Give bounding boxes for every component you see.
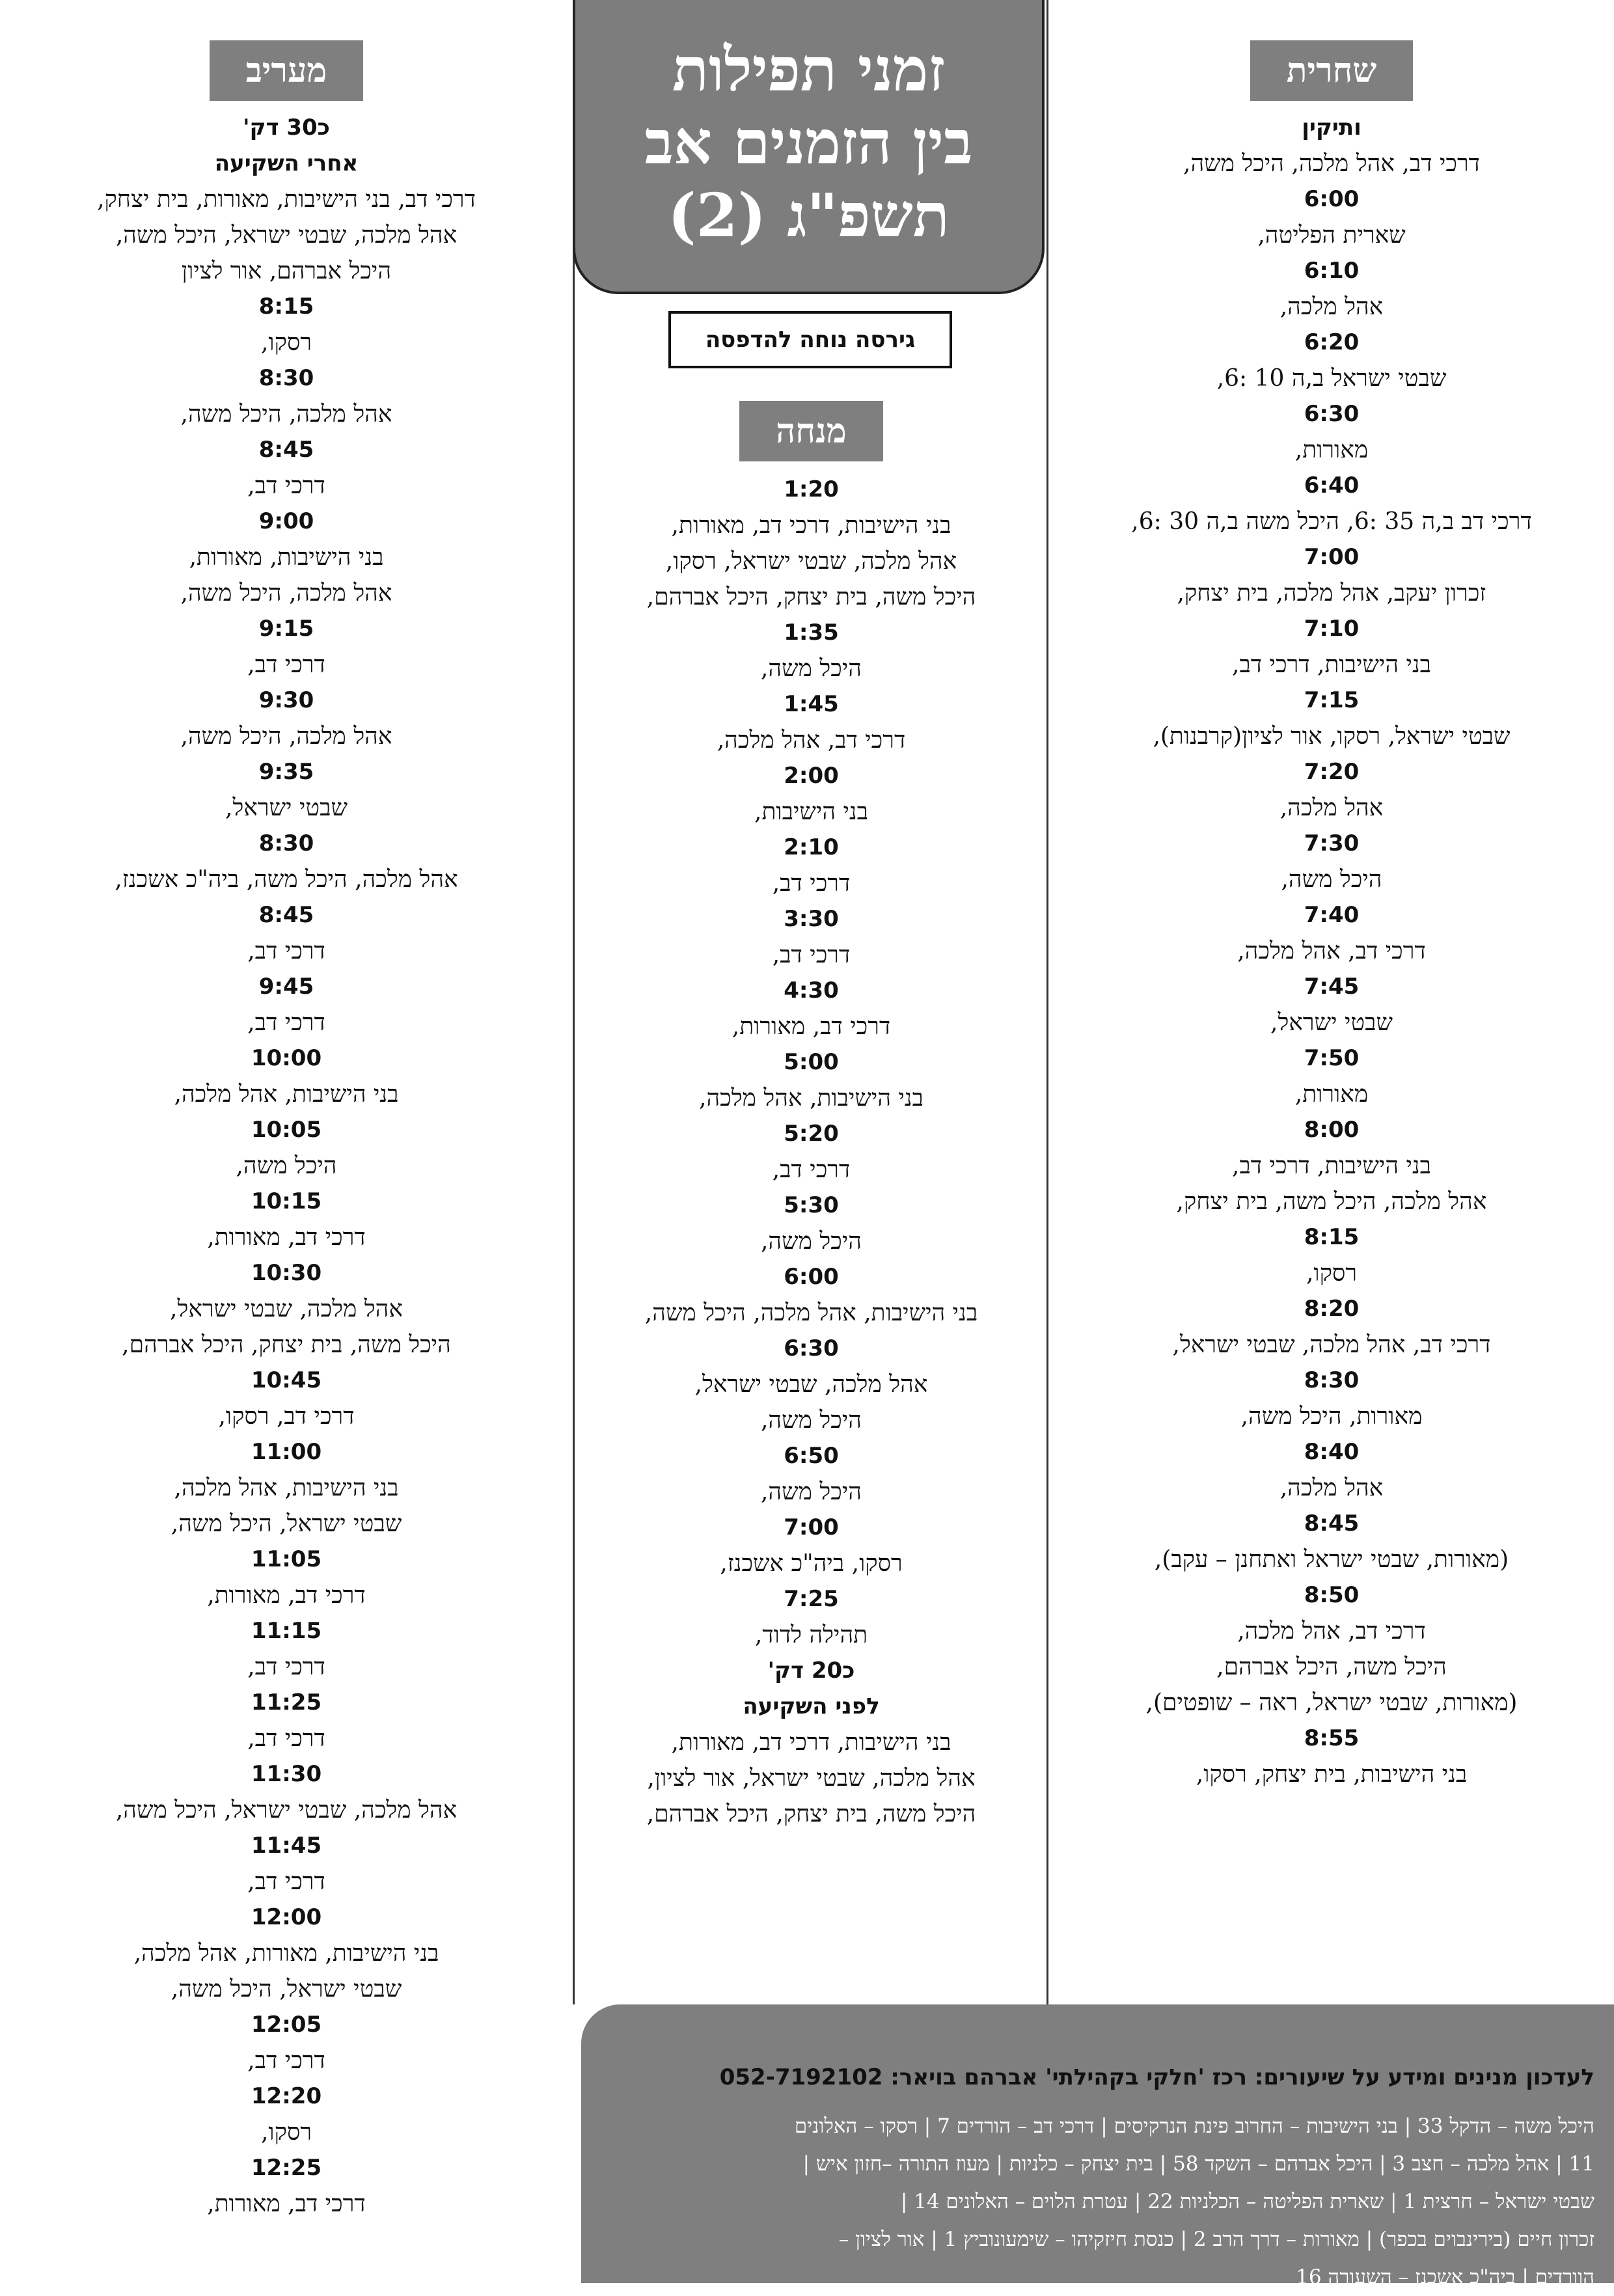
address-line: 11 | אהל מלכה – חצב 3 | היכל אברהם – השקד 58 | בית יצחק – כלניות | מעוז התורה –חזון איש | (802, 2152, 1594, 2176)
synagogue-list: בני הישיבות, דרכי דב, מאורות, (671, 512, 951, 539)
synagogue-list: אהל מלכה, שבטי ישראל, (170, 1296, 403, 1322)
page-title-line1: זמני תפילות (672, 34, 946, 105)
synagogue-list: דרכי דב, אהל מלכה, (717, 727, 906, 754)
prayer-time: 10:30 (251, 1260, 322, 1286)
synagogue-list: זכרון יעקב, אהל מלכה, בית יצחק, (1177, 580, 1486, 607)
synagogue-list: היכל משה, (760, 1407, 862, 1434)
synagogue-list: דרכי דב, (247, 1654, 325, 1680)
mincha-heading: מנחה (739, 401, 882, 461)
synagogue-list: בני הישיבות, מאורות, אהל מלכה, (133, 1940, 439, 1967)
synagogue-list: אהל מלכה, היכל משה, (180, 723, 392, 750)
synagogue-list: אהל מלכה, שבטי ישראל, רסקו, (665, 548, 957, 575)
prayer-time: 11:00 (251, 1439, 322, 1465)
prayer-time: 7:00 (1304, 544, 1360, 570)
page-title-line2: בין הזמנים אב (644, 107, 973, 178)
time-note: לפני השקיעה (743, 1693, 880, 1719)
prayer-time: 7:10 (1304, 616, 1360, 642)
prayer-time: 3:30 (784, 906, 839, 932)
synagogue-list: בני הישיבות, אהל מלכה, (699, 1085, 923, 1112)
synagogue-list: בני הישיבות, מאורות, (189, 544, 384, 571)
synagogue-list: היכל משה, (1281, 866, 1382, 893)
synagogue-list: בני הישיבות, אהל מלכה, היכל משה, (644, 1300, 978, 1326)
synagogue-list: שבטי ישראל, היכל משה, (171, 1510, 402, 1537)
prayer-time: 6:00 (1304, 186, 1360, 212)
prayer-time: 10:00 (251, 1045, 322, 1071)
synagogue-list: היכל משה, (236, 1153, 337, 1179)
synagogue-list: רסקו, (260, 2119, 312, 2146)
synagogue-list: דרכי דב ב,ה 35 :6, היכל משה ב,ה 30 :6, (1131, 508, 1532, 535)
synagogue-list: דרכי דב, מאורות, (732, 1013, 891, 1040)
synagogue-list: היכל משה, (760, 1479, 862, 1505)
synagogue-list: אהל מלכה, שבטי ישראל, (694, 1371, 928, 1398)
maariv-heading: מעריב (210, 40, 364, 101)
mincha-column (575, 390, 1047, 1832)
prayer-time: 8:00 (1304, 1117, 1360, 1143)
prayer-time: 6:30 (784, 1335, 839, 1361)
prayer-time: 1:45 (784, 691, 839, 717)
prayer-time: 4:30 (784, 977, 839, 1004)
page-title-line3: תשפ"ג (2) (668, 180, 950, 251)
prayer-time: 9:00 (258, 508, 314, 534)
prayer-time: 1:20 (784, 476, 839, 502)
prayer-time: 7:00 (784, 1514, 839, 1540)
prayer-time: 10:15 (251, 1188, 322, 1214)
prayer-time: 8:30 (258, 830, 314, 856)
prayer-time: 7:20 (1304, 759, 1360, 785)
synagogue-list: דרכי דב, בני הישיבות, מאורות, בית יצחק, (97, 186, 476, 213)
time-note: כ30 דק' (243, 115, 330, 141)
page-title-box (573, 0, 1045, 294)
address-line: הוורדים | ביה"כ אשכנז – השעורה 16 (1296, 2265, 1594, 2289)
mincha-list (575, 472, 1047, 1832)
synagogue-list: בני הישיבות, אהל מלכה, (174, 1081, 399, 1108)
address-line: זכרון חיים (בירינבוים בכפר) | מאורות – דרך הרב 2 | כנסת חיזקיהו – שימעונוביץ 1 | אור לציון – (838, 2228, 1594, 2251)
prayer-time: 8:55 (1304, 1725, 1360, 1751)
prayer-time: 12:05 (251, 2012, 322, 2038)
synagogue-list: רסקו, ביה"כ אשכנז, (720, 1550, 903, 1577)
synagogue-list: דרכי דב, (247, 938, 325, 964)
prayer-time: 11:30 (251, 1761, 322, 1787)
synagogue-list: דרכי דב, (772, 942, 851, 968)
synagogue-list: שבטי ישראל, (225, 795, 348, 821)
synagogue-list: דרכי דב, אהל מלכה, היכל משה, (1183, 150, 1480, 177)
shacharit-list (1049, 110, 1614, 1792)
prayer-time: 2:00 (784, 763, 839, 789)
synagogue-list: (מאורות, שבטי ישראל ואתחנן – עקב), (1154, 1546, 1509, 1573)
print-version-link[interactable]: גירסה נוחה להדפסה (668, 311, 952, 368)
maariv-column (0, 0, 573, 2222)
synagogue-list: אהל מלכה, שבטי ישראל, היכל משה, (115, 222, 458, 249)
synagogue-list: דרכי דב, (247, 472, 325, 499)
prayer-time: 8:45 (1304, 1510, 1360, 1537)
prayer-time: 8:45 (258, 902, 314, 928)
prayer-time: 7:30 (1304, 830, 1360, 856)
synagogue-list: אהל מלכה, שבטי ישראל, היכל משה, (115, 1797, 458, 1824)
synagogue-list: אהל מלכה, (1279, 1475, 1384, 1501)
synagogue-list: אהל מלכה, היכל משה, בית יצחק, (1176, 1188, 1487, 1215)
shacharit-column (1049, 0, 1614, 1792)
prayer-time: 7:50 (1304, 1045, 1360, 1071)
prayer-time: 6:50 (784, 1443, 839, 1469)
prayer-time: 7:45 (1304, 974, 1360, 1000)
prayer-time: 7:40 (1304, 902, 1360, 928)
prayer-time: 12:20 (251, 2083, 322, 2109)
time-note: אחרי השקיעה (214, 150, 359, 176)
prayer-time: 6:00 (784, 1264, 839, 1290)
synagogue-list: אהל מלכה, (1279, 294, 1384, 320)
prayer-time: 10:05 (251, 1117, 322, 1143)
synagogue-list: דרכי דב, רסקו, (218, 1403, 355, 1430)
synagogue-list: בני הישיבות, בית יצחק, רסקו, (1196, 1761, 1468, 1788)
prayer-time: 9:45 (258, 974, 314, 1000)
synagogue-list: אהל מלכה, היכל משה, (180, 580, 392, 607)
synagogue-list: דרכי דב, (247, 651, 325, 678)
synagogue-list: היכל משה, (760, 1228, 862, 1255)
prayer-time: 6:10 (1304, 258, 1360, 284)
synagogue-list: היכל משה, היכל אברהם, (1216, 1654, 1447, 1680)
synagogue-list: דרכי דב, מאורות, (207, 2191, 366, 2217)
prayer-time: 8:15 (1304, 1224, 1360, 1250)
address-line: שבטי ישראל – חרצית 1 | שארית הפליטה – הכלניות 22 | עטרת הלוים – האלונים 14 | (900, 2190, 1594, 2213)
prayer-time: 8:45 (258, 437, 314, 463)
synagogue-list: דרכי דב, אהל מלכה, (1237, 938, 1426, 964)
synagogue-list: מאורות, (1294, 1081, 1369, 1108)
synagogue-list: היכל משה, בית יצחק, היכל אברהם, (646, 584, 976, 610)
address-line: היכל משה – הדקל 33 | בני הישיבות – החרוב פינת הנרקיסים | דרכי דב – הורדים 7 | רסקו – האלונים (794, 2114, 1594, 2138)
synagogue-list: דרכי דב, (247, 1725, 325, 1752)
synagogue-list: דרכי דב, מאורות, (207, 1582, 366, 1609)
prayer-time: 11:05 (251, 1546, 322, 1572)
prayer-time: 7:25 (784, 1586, 839, 1612)
prayer-time: 9:30 (258, 687, 314, 713)
prayer-time: 8:30 (1304, 1367, 1360, 1393)
synagogue-list: דרכי דב, (247, 1009, 325, 1036)
synagogue-list: אהל מלכה, (1279, 795, 1384, 821)
footer-info (581, 2004, 1614, 2289)
prayer-time: 8:30 (258, 365, 314, 391)
synagogue-list: בני הישיבות, (754, 799, 868, 825)
synagogue-list: רסקו, (260, 329, 312, 356)
synagogue-list: מאורות, היכל משה, (1240, 1403, 1423, 1430)
time-note: ותיקין (1302, 115, 1361, 141)
synagogue-list: דרכי דב, (772, 1156, 851, 1183)
synagogue-list: אהל מלכה, היכל משה, ביה"כ אשכנז, (115, 866, 458, 893)
prayer-time: 5:30 (784, 1192, 839, 1218)
prayer-time: 6:20 (1304, 329, 1360, 355)
synagogue-list: בני הישיבות, דרכי דב, מאורות, (671, 1729, 951, 1756)
synagogue-list: אהל מלכה, שבטי ישראל, אור לציון, (647, 1765, 976, 1792)
prayer-time: 6:40 (1304, 472, 1360, 499)
prayer-time: 12:00 (251, 1904, 322, 1930)
column-divider-left (573, 0, 575, 2004)
synagogue-list: היכל אברהם, אור לציון (181, 258, 392, 284)
synagogue-list: שבטי ישראל, רסקו, אור לציון(קרבנות), (1153, 723, 1511, 750)
synagogue-list: דרכי דב, מאורות, (207, 1224, 366, 1251)
prayer-time: 5:20 (784, 1121, 839, 1147)
synagogue-list: בני הישיבות, דרכי דב, (1232, 1153, 1431, 1179)
maariv-list (0, 110, 573, 2222)
synagogue-list: דרכי דב, אהל מלכה, שבטי ישראל, (1172, 1332, 1491, 1358)
prayer-time: 11:25 (251, 1689, 322, 1715)
synagogue-list: בני הישיבות, דרכי דב, (1232, 651, 1431, 678)
prayer-time: 7:15 (1304, 687, 1360, 713)
prayer-time: 1:35 (784, 620, 839, 646)
synagogue-list: דרכי דב, (247, 1868, 325, 1895)
prayer-time: 8:20 (1304, 1296, 1360, 1322)
prayer-time: 10:45 (251, 1367, 322, 1393)
prayer-time: 11:15 (251, 1618, 322, 1644)
synagogue-list: שארית הפליטה, (1257, 222, 1406, 249)
synagogue-list: דרכי דב, (247, 2047, 325, 2074)
prayer-time: 2:10 (784, 834, 839, 860)
prayer-time: 5:00 (784, 1049, 839, 1075)
synagogue-list: היכל משה, (760, 655, 862, 682)
synagogue-list: שבטי ישראל, היכל משה, (171, 1976, 402, 2002)
time-note: כ20 דק' (767, 1658, 855, 1684)
synagogue-list: מאורות, (1294, 437, 1369, 463)
prayer-time: 12:25 (251, 2155, 322, 2181)
synagogue-list: (מאורות, שבטי ישראל, ראה – שופטים), (1145, 1689, 1518, 1716)
synagogue-list: שבטי ישראל ב,ה 10 :6, (1216, 365, 1447, 392)
prayer-time: 9:35 (258, 759, 314, 785)
prayer-time: 8:40 (1304, 1439, 1360, 1465)
contact-line: לעדכון מנינים ומידע על שיעורים: רכז 'חלקי בקהילתי' אברהם בויאר: 052-7192102 (719, 2064, 1594, 2090)
prayer-time: 6:30 (1304, 401, 1360, 427)
prayer-time: 11:45 (251, 1833, 322, 1859)
synagogue-list: דרכי דב, אהל מלכה, (1237, 1618, 1426, 1645)
synagogue-list: תהילה לדוד, (754, 1622, 868, 1648)
synagogue-list: היכל משה, בית יצחק, היכל אברהם, (122, 1332, 451, 1358)
synagogue-list: רסקו, (1306, 1260, 1358, 1287)
prayer-time: 8:15 (258, 294, 314, 320)
synagogue-list: היכל משה, בית יצחק, היכל אברהם, (646, 1801, 976, 1827)
synagogue-list: אהל מלכה, היכל משה, (180, 401, 392, 428)
prayer-time: 8:50 (1304, 1582, 1360, 1608)
shacharit-heading: שחרית (1250, 40, 1413, 101)
synagogue-list: שבטי ישראל, (1270, 1009, 1393, 1036)
synagogue-list: בני הישיבות, אהל מלכה, (174, 1475, 399, 1501)
prayer-time: 9:15 (258, 616, 314, 642)
synagogue-list: דרכי דב, (772, 870, 851, 897)
